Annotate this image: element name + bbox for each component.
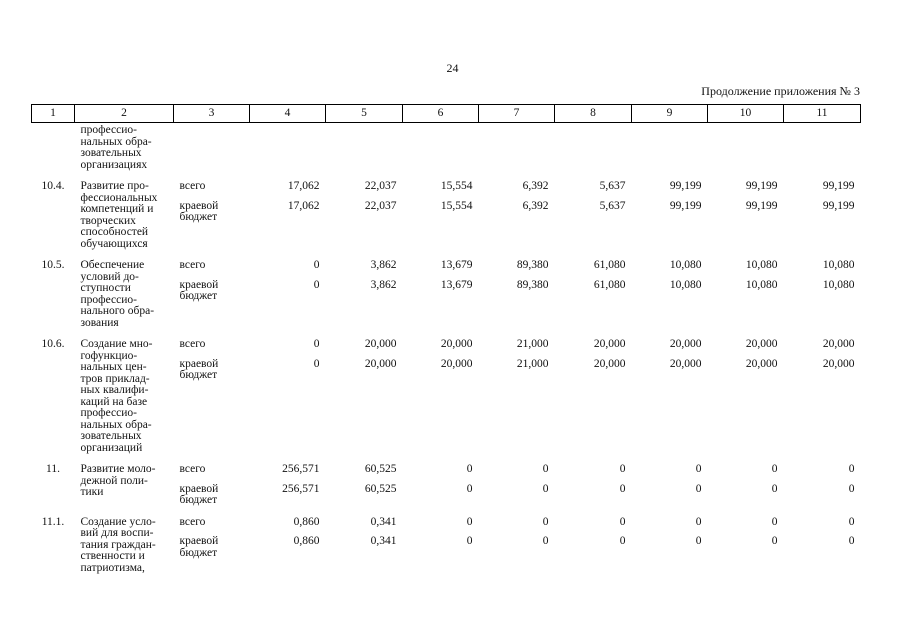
value: 0	[619, 535, 626, 547]
row-name-line: фессиональных	[80, 191, 158, 204]
value: 0	[313, 278, 320, 291]
value: 0	[695, 535, 702, 547]
value: 20,000	[593, 357, 626, 370]
value: 10,080	[745, 259, 778, 271]
value: 10,080	[745, 278, 778, 291]
column-header: 10	[708, 105, 784, 123]
row-name-line: способностей	[80, 226, 149, 238]
funding-type: всего	[179, 180, 206, 192]
row-name	[75, 171, 174, 250]
funding-type-cell	[174, 123, 250, 172]
row-name	[75, 454, 174, 507]
row-name-line: нального обра-	[80, 305, 155, 317]
value: 0	[313, 259, 320, 271]
column-header: 5	[326, 105, 403, 123]
row-name-line: обучающихся	[80, 237, 148, 250]
value-cell	[632, 507, 708, 575]
column-header: 4	[250, 105, 326, 123]
value: 89,380	[516, 278, 549, 291]
value-cell	[403, 329, 479, 454]
funding-type: всего	[179, 515, 206, 528]
value-cell	[250, 171, 326, 250]
continuation-label: Продолжение приложения № 3	[701, 84, 860, 98]
funding-type: всего	[179, 463, 206, 475]
row-name-line: дежной поли-	[80, 474, 148, 487]
value-cell	[784, 507, 861, 575]
value-cell	[250, 329, 326, 454]
row-name	[75, 507, 174, 575]
value-cell	[250, 507, 326, 575]
value: 99,199	[669, 199, 702, 212]
value: 20,000	[745, 338, 778, 350]
row-name	[75, 329, 174, 454]
value-cell	[403, 250, 479, 329]
row-name-line: Создание мно-	[80, 338, 153, 350]
value: 0	[542, 482, 549, 495]
value: 3,862	[370, 259, 397, 271]
funding-type: всего	[179, 259, 206, 271]
column-header: 8	[555, 105, 632, 123]
row-name-line: гофункцио-	[80, 349, 138, 362]
column-header: 6	[403, 105, 479, 123]
funding-type: краевой бюджет	[179, 199, 219, 223]
row-number: 10.6.	[41, 338, 65, 350]
funding-type: краевой бюджет	[179, 278, 219, 302]
row-name-line: вий для воспи-	[80, 527, 154, 539]
value: 0,860	[293, 535, 320, 547]
value-cell	[555, 454, 632, 507]
table-row	[32, 171, 861, 250]
value: 15,554	[440, 199, 473, 212]
value: 0	[313, 357, 320, 370]
row-name-line: компетенций и	[80, 203, 154, 215]
row-name-line: профессио-	[80, 124, 137, 136]
value: 20,000	[822, 338, 855, 350]
value: 10,080	[669, 278, 702, 291]
table-body	[32, 105, 861, 575]
value: 20,000	[669, 357, 702, 370]
value-cell	[632, 250, 708, 329]
value: 21,000	[516, 338, 549, 350]
row-name-line: зования	[80, 316, 119, 329]
row-number: 11.	[46, 463, 60, 475]
value-cell	[555, 507, 632, 575]
value: 0	[848, 482, 855, 495]
value-cell	[326, 329, 403, 454]
value: 0	[619, 482, 626, 495]
value: 256,571	[282, 463, 320, 475]
value-cell	[632, 454, 708, 507]
funding-type: краевой бюджет	[179, 535, 219, 559]
value: 0,341	[370, 535, 397, 547]
value: 99,199	[822, 180, 855, 192]
row-name-line: Развитие про-	[80, 180, 149, 192]
value-cell	[479, 507, 555, 575]
value: 15,554	[440, 180, 473, 192]
value: 0	[771, 463, 778, 475]
funding-type-cell	[174, 250, 250, 329]
value: 99,199	[745, 180, 778, 192]
row-name	[75, 250, 174, 329]
value-cell	[250, 454, 326, 507]
value: 0	[619, 515, 626, 528]
value-cell	[708, 171, 784, 250]
value: 61,080	[593, 278, 626, 291]
value: 13,679	[440, 259, 473, 271]
value: 0	[771, 515, 778, 528]
row-name-line: ственности и	[80, 550, 145, 562]
row-name-line: нальных обра-	[80, 135, 152, 148]
value-cell	[784, 250, 861, 329]
row-name	[75, 123, 174, 172]
row-name-line: условий до-	[80, 270, 139, 283]
value-cell	[326, 171, 403, 250]
funding-type: краевой бюджет	[179, 357, 219, 381]
value: 0	[466, 535, 473, 547]
row-name-line: ных квалифи-	[80, 384, 149, 396]
funding-type-cell	[174, 329, 250, 454]
funding-type-cell	[174, 507, 250, 575]
column-header: 3	[174, 105, 250, 123]
value: 0	[695, 463, 702, 475]
budget-table	[31, 104, 861, 574]
value: 5,637	[599, 199, 626, 212]
row-name-line: Развитие моло-	[80, 463, 156, 475]
value: 0	[466, 515, 473, 528]
value-cell	[784, 329, 861, 454]
row-name-line: Создание усло-	[80, 515, 156, 528]
value-cell	[479, 123, 555, 172]
value: 0	[619, 463, 626, 475]
value: 17,062	[287, 180, 320, 192]
row-number: 11.1.	[41, 515, 65, 528]
value-cell	[326, 123, 403, 172]
value-cell	[555, 171, 632, 250]
value: 10,080	[669, 259, 702, 271]
header-row	[32, 105, 861, 123]
row-name-line: тики	[80, 486, 104, 498]
value: 0	[695, 482, 702, 495]
column-header: 2	[75, 105, 174, 123]
value: 3,862	[370, 278, 397, 291]
value-cell	[250, 250, 326, 329]
value-cell	[479, 171, 555, 250]
value-cell	[403, 454, 479, 507]
value: 0	[313, 338, 320, 350]
value: 6,392	[522, 180, 549, 192]
value-cell	[708, 454, 784, 507]
row-name-line: организаций	[80, 441, 143, 454]
value: 21,000	[516, 357, 549, 370]
value: 20,000	[669, 338, 702, 350]
row-number: 10.4.	[41, 180, 65, 192]
value: 0	[848, 515, 855, 528]
value: 99,199	[745, 199, 778, 212]
column-header: 11	[784, 105, 861, 123]
row-name-line: творческих	[80, 214, 136, 227]
value-cell	[403, 507, 479, 575]
row-name-line: зовательных	[80, 430, 142, 442]
value-cell	[555, 329, 632, 454]
value-cell	[708, 507, 784, 575]
value: 0	[848, 535, 855, 547]
row-name-line: нальных обра-	[80, 418, 152, 431]
value: 0,341	[370, 515, 397, 528]
value-cell	[632, 329, 708, 454]
value: 17,062	[287, 199, 320, 212]
value-cell	[479, 454, 555, 507]
row-name-line: тров приклад-	[80, 372, 150, 385]
value: 0	[848, 463, 855, 475]
value-cell	[632, 123, 708, 172]
funding-type: всего	[179, 338, 206, 350]
value: 13,679	[440, 278, 473, 291]
value: 20,000	[440, 338, 473, 350]
value: 22,037	[364, 180, 397, 192]
value-cell	[326, 250, 403, 329]
value-cell	[784, 171, 861, 250]
value: 0	[771, 482, 778, 495]
row-name-line: патриотизма,	[80, 561, 145, 574]
value-cell	[555, 123, 632, 172]
row-number: 10.5.	[41, 259, 65, 271]
row-name-line: организациях	[80, 158, 148, 171]
value: 60,525	[364, 463, 397, 475]
funding-type-cell	[174, 454, 250, 507]
table-row	[32, 123, 861, 172]
value: 61,080	[593, 259, 626, 271]
value: 20,000	[593, 338, 626, 350]
value: 60,525	[364, 482, 397, 495]
row-number	[32, 123, 75, 172]
value: 6,392	[522, 199, 549, 212]
value: 256,571	[282, 482, 320, 495]
value: 20,000	[364, 338, 397, 350]
row-name-line: каций на базе	[80, 395, 148, 408]
value: 20,000	[745, 357, 778, 370]
value: 5,637	[599, 180, 626, 192]
column-header: 1	[32, 105, 75, 123]
value-cell	[403, 171, 479, 250]
row-name-line: профессио-	[80, 293, 137, 306]
column-header: 7	[479, 105, 555, 123]
value: 10,080	[822, 278, 855, 291]
value-cell	[326, 507, 403, 575]
row-name-line: ступности	[80, 282, 131, 294]
value-cell	[708, 123, 784, 172]
row-name-line: профессио-	[80, 407, 137, 419]
value-cell	[555, 250, 632, 329]
value-cell	[784, 123, 861, 172]
value: 20,000	[364, 357, 397, 370]
value-cell	[708, 250, 784, 329]
value-cell	[479, 329, 555, 454]
value-cell	[784, 454, 861, 507]
table-row	[32, 454, 861, 507]
funding-type: краевой бюджет	[179, 482, 219, 506]
value: 0	[542, 463, 549, 475]
value: 22,037	[364, 199, 397, 212]
value-cell	[708, 329, 784, 454]
table-row	[32, 250, 861, 329]
value: 0,860	[293, 515, 320, 528]
value: 20,000	[822, 357, 855, 370]
value: 10,080	[822, 259, 855, 271]
value: 99,199	[669, 180, 702, 192]
value-cell	[479, 250, 555, 329]
value-cell	[632, 171, 708, 250]
row-name-line: зовательных	[80, 147, 142, 159]
table-row	[32, 507, 861, 575]
value: 0	[542, 535, 549, 547]
column-header: 9	[632, 105, 708, 123]
value: 20,000	[440, 357, 473, 370]
value-cell	[326, 454, 403, 507]
row-name-line: нальных цен-	[80, 361, 147, 373]
value: 0	[466, 482, 473, 495]
value: 0	[771, 535, 778, 547]
value: 99,199	[822, 199, 855, 212]
value-cell	[403, 123, 479, 172]
row-name-line: тания граждан-	[80, 538, 156, 551]
row-name-line: Обеспечение	[80, 259, 145, 271]
value-cell	[250, 123, 326, 172]
value: 89,380	[516, 259, 549, 271]
page-number: 24	[446, 61, 459, 75]
funding-type-cell	[174, 171, 250, 250]
value: 0	[542, 515, 549, 528]
value: 0	[695, 515, 702, 528]
value: 0	[466, 463, 473, 475]
table-row	[32, 329, 861, 454]
